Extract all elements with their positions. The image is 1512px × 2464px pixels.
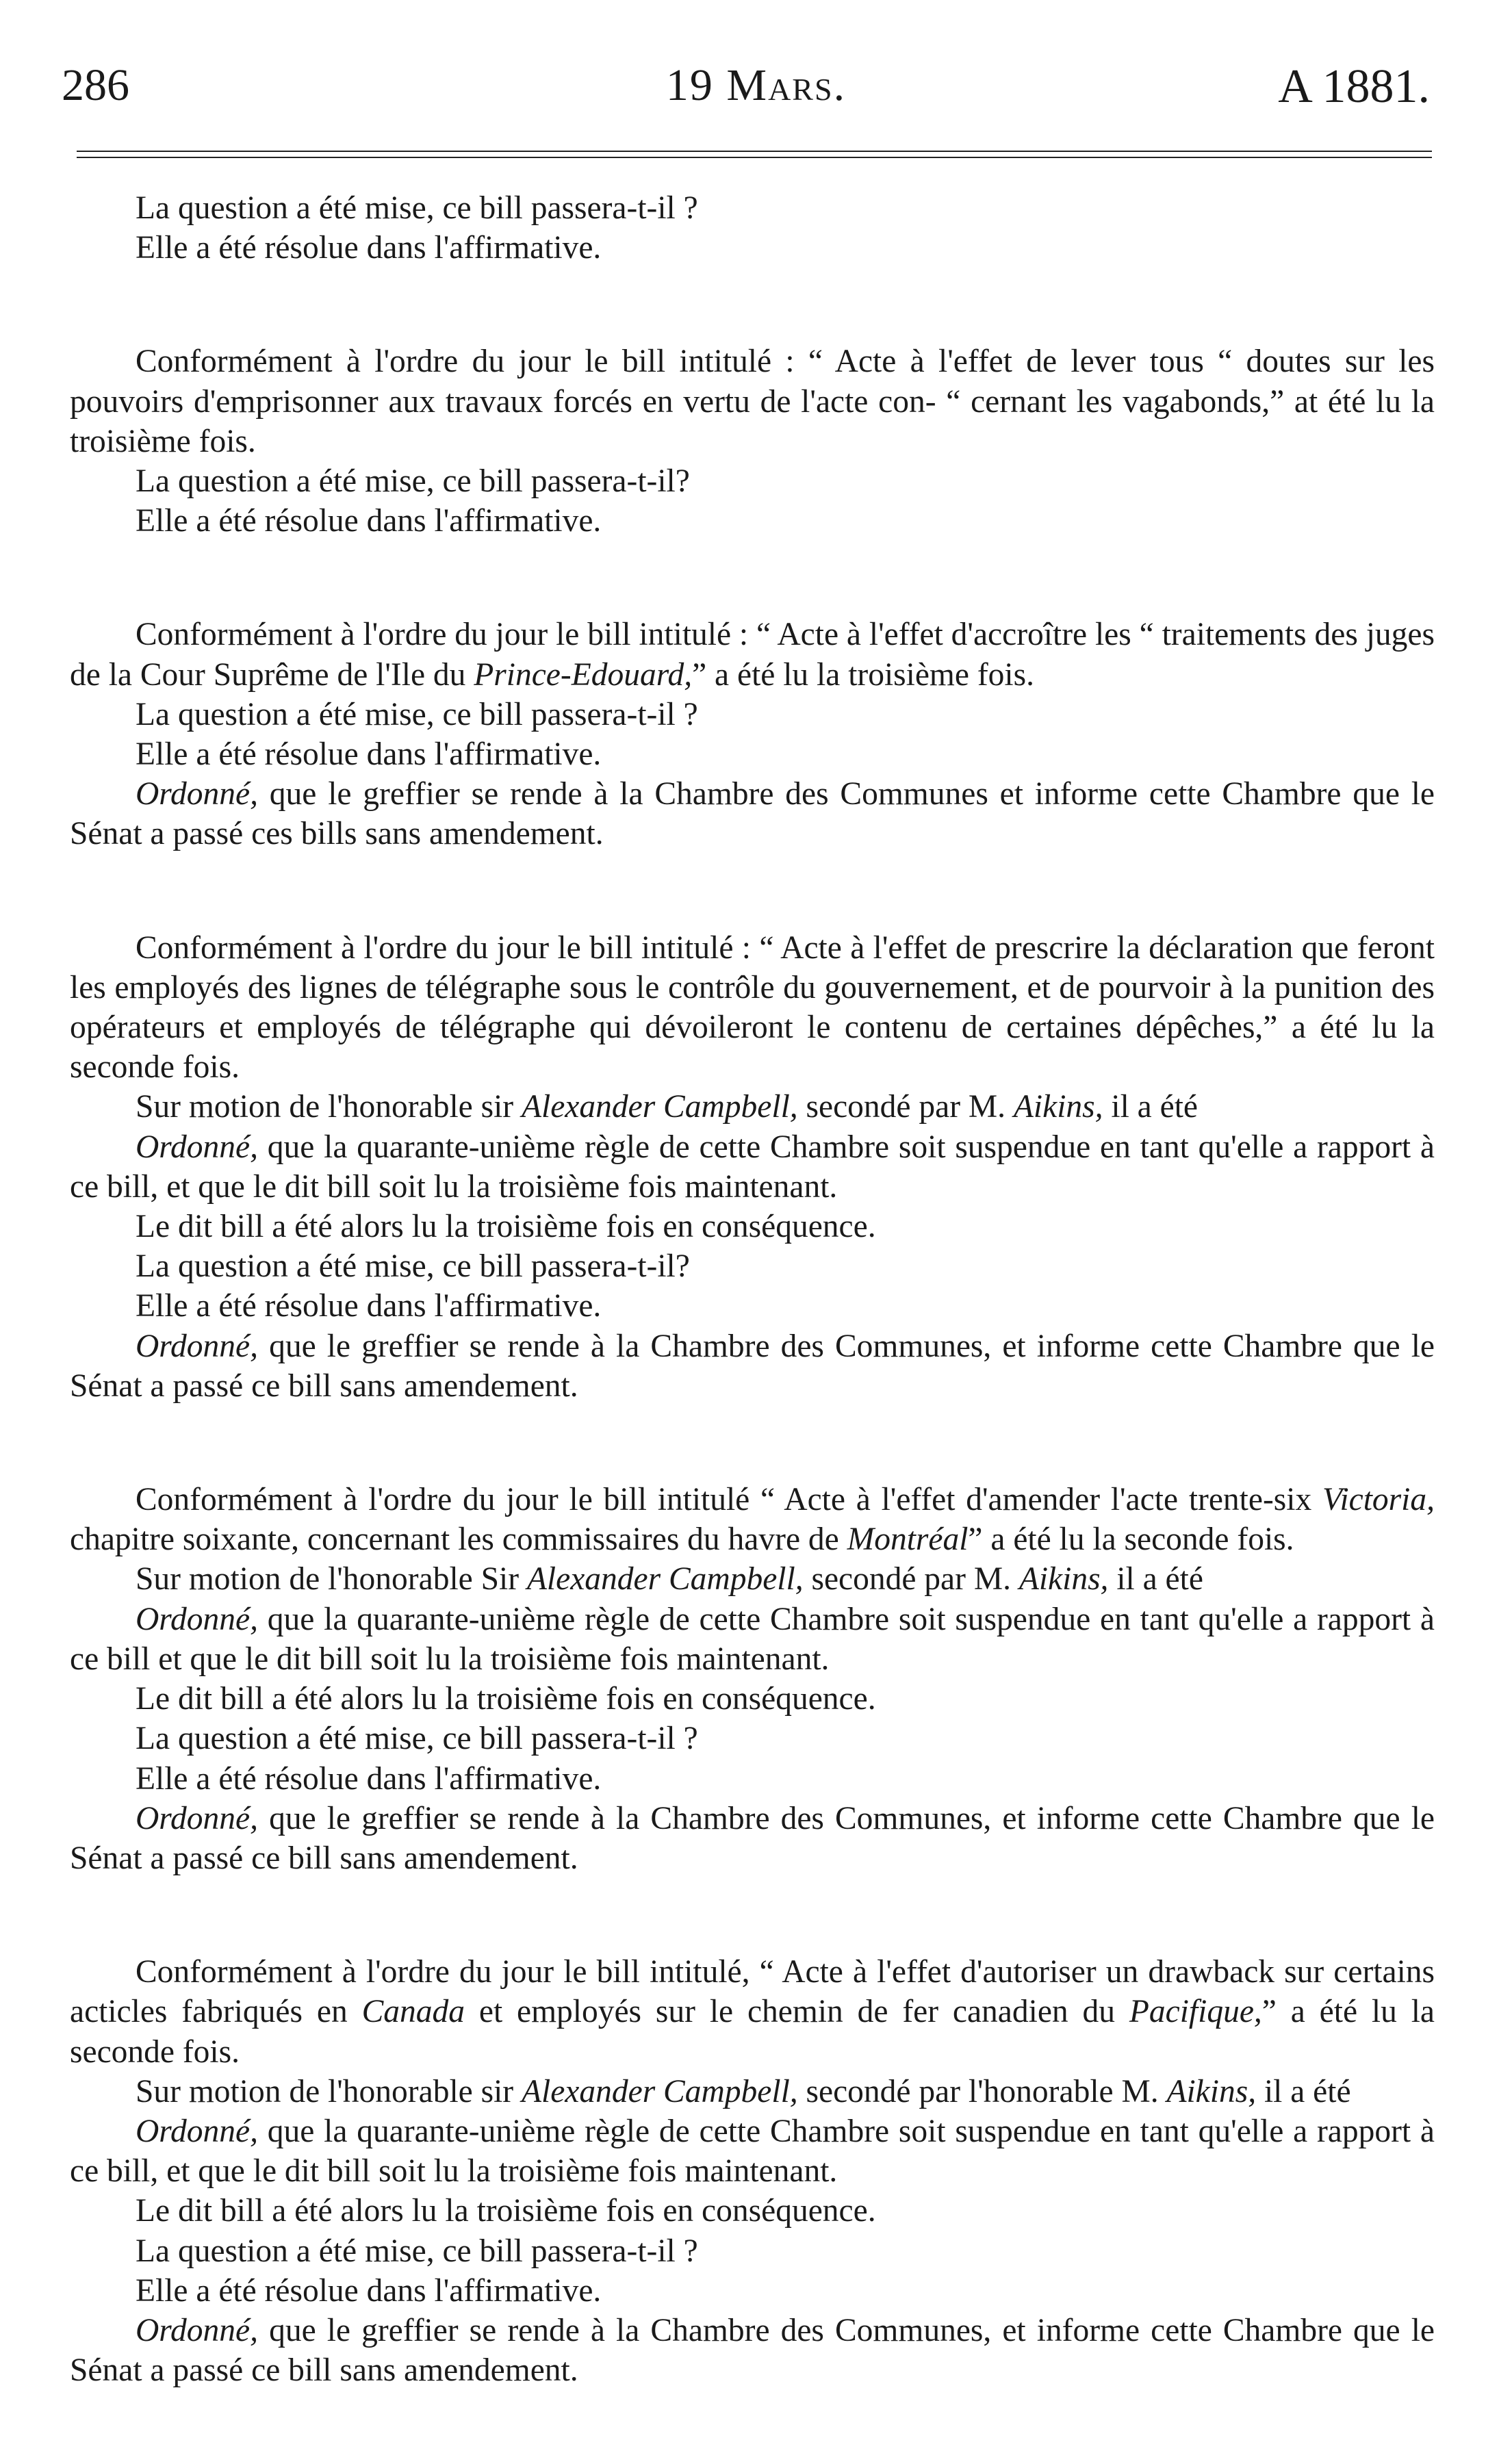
motion-text-end: il a été	[1108, 1561, 1203, 1597]
order-paragraph: Conformément à l'ordre du jour le bill intitulé : “ Acte à l'effet de prescrire la déclaration que feront les employés des lignes de télégraphe sous le contrôle du gouvernement, et de pourvoir à la punition des opérateurs et employés de télégraphe qui dévoileront le contenu de certaines dépêches,” a été lu la seconde fois.	[70, 929, 1435, 1086]
entry-6	[70, 1952, 1435, 2390]
seconder-name: Aikins,	[1018, 1561, 1109, 1597]
ordonne-paragraph	[70, 1600, 1435, 1679]
victoria-name: Victoria,	[1322, 1482, 1435, 1518]
motion-paragraph	[70, 2072, 1435, 2112]
mover-name: Alexander Campbell,	[521, 2073, 798, 2109]
motion-paragraph	[70, 1087, 1435, 1127]
result-line: Elle a été résolue dans l'affirmative.	[136, 503, 602, 539]
ordonne-word: Ordonné,	[136, 1328, 258, 1364]
order-paragraph: Conformément à l'ordre du jour le bill intitulé : “ Acte à l'effet de lever tous “ doutes sur les pouvoirs d'emprisonner aux travaux forcés en vertu de l'acte con- “ cernant les vagabonds,” at été lu la troisième fois.	[70, 344, 1435, 459]
motion-text: Sur motion de l'honorable sir	[136, 2073, 522, 2109]
order-paragraph	[70, 615, 1435, 694]
order-text-mid: chapitre soixante, concernant les commissaires du havre de	[70, 1522, 847, 1558]
order-text-end: ” a été lu la seconde fois.	[968, 1522, 1294, 1558]
question-line: La question a été mise, ce bill passera-t-il?	[136, 463, 690, 500]
ordonne-word: Ordonné,	[136, 1800, 258, 1836]
motion-text-end: il a été	[1256, 2073, 1351, 2109]
mover-name: Alexander Campbell,	[521, 1089, 798, 1125]
order-text: Conformément à l'ordre du jour le bill intitulé “ Acte à l'effet d'amender l'acte trente-six	[136, 1482, 1322, 1518]
result-line: Elle a été résolue dans l'affirmative.	[136, 2272, 602, 2309]
motion-paragraph	[70, 1559, 1435, 1599]
ordonne-paragraph	[70, 1799, 1435, 1878]
seconder-name: Aikins,	[1166, 2073, 1257, 2109]
country-name: Canada	[361, 1994, 465, 2030]
mover-name: Alexander Campbell,	[526, 1561, 804, 1597]
result-line: Elle a été résolue dans l'affirmative.	[136, 230, 602, 266]
motion-text: Sur motion de l'honorable sir	[136, 1089, 522, 1125]
order-paragraph	[70, 1952, 1435, 2072]
order-text-end: ” a été lu la seconde fois.	[70, 1994, 1435, 2070]
railway-name: Pacifique,	[1129, 1994, 1262, 2030]
question-line: La question a été mise, ce bill passera-t-il ?	[136, 1721, 698, 1757]
entry-4	[70, 928, 1435, 1406]
ordonne-text: que le greffier se rende à la Chambre des Communes et informe cette Chambre que le Sénat a passé ces bills sans amendement.	[70, 776, 1435, 852]
ordonne-text: que le greffier se rende à la Chambre des Communes, et informe cette Chambre que le Sénat a passé ce bill sans amendement.	[70, 2312, 1435, 2389]
ordonne-text: que le greffier se rende à la Chambre des Communes, et informe cette Chambre que le Sénat a passé ce bill sans amendement.	[70, 1800, 1435, 1876]
entry-3	[70, 615, 1435, 854]
ordonne-paragraph	[70, 1127, 1435, 1207]
result-line: Elle a été résolue dans l'affirmative.	[136, 1288, 602, 1324]
question-line: La question a été mise, ce bill passera-t-il ?	[136, 2233, 698, 2269]
motion-text-mid: secondé par l'honorable M.	[797, 2073, 1167, 2109]
place-name: Prince-Edouard,	[474, 656, 693, 693]
page-number: 286	[62, 60, 129, 110]
ordonne-text: que la quarante-unième règle de cette Chambre soit suspendue en tant qu'elle a rapport à ce bill, et que le dit bill soit lu la troisième fois maintenant.	[70, 1129, 1435, 1205]
place-name: Montréal	[847, 1522, 969, 1558]
entry-5	[70, 1480, 1435, 1878]
order-text-end: ” a été lu la troisième fois.	[692, 656, 1034, 693]
header-rule-bottom	[77, 157, 1432, 158]
header-rule-top	[77, 151, 1432, 152]
order-text: Conformément à l'ordre du jour le bill intitulé : “ Acte à l'effet d'accroître les “ traitements des juges de la Cour Suprême de l'Ile du	[70, 617, 1435, 693]
order-text: Conformément à l'ordre du jour le bill intitulé, “ Acte à l'effet d'autoriser un drawback sur certains acticles fabriqués en	[70, 1954, 1435, 2030]
order-paragraph	[70, 1480, 1435, 1559]
result-line: Elle a été résolue dans l'affirmative.	[136, 1760, 602, 1797]
ordonne-word: Ordonné,	[136, 1129, 258, 1165]
reading-line: Le dit bill a été alors lu la troisième fois en conséquence.	[136, 2193, 876, 2229]
question-line: La question a été mise, ce bill passera-t-il?	[136, 1248, 690, 1285]
motion-text-end: il a été	[1103, 1089, 1198, 1125]
page-year: A 1881.	[1278, 60, 1430, 113]
result-line: Elle a été résolue dans l'affirmative.	[136, 736, 602, 773]
ordonne-word: Ordonné,	[136, 1601, 258, 1637]
ordonne-word: Ordonné,	[136, 2312, 258, 2348]
entry-1	[70, 188, 1435, 268]
reading-line: Le dit bill a été alors lu la troisième fois en conséquence.	[136, 1209, 876, 1245]
journal-body	[70, 188, 1435, 2464]
order-text-mid: et employés sur le chemin de fer canadien du	[465, 1994, 1129, 2030]
date-month: Mars.	[726, 60, 847, 110]
entry-2	[70, 342, 1435, 541]
ordonne-paragraph	[70, 774, 1435, 854]
seconder-name: Aikins,	[1013, 1089, 1103, 1125]
motion-text-mid: secondé par M.	[803, 1561, 1019, 1597]
motion-text-mid: secondé par M.	[797, 1089, 1014, 1125]
ordonne-paragraph	[70, 2112, 1435, 2191]
ordonne-paragraph	[70, 2311, 1435, 2390]
date-day: 19	[665, 60, 714, 110]
ordonne-paragraph	[70, 1326, 1435, 1406]
motion-text: Sur motion de l'honorable Sir	[136, 1561, 527, 1597]
ordonne-text: que la quarante-unième règle de cette Chambre soit suspendue en tant qu'elle a rapport à ce bill, et que le dit bill soit lu la troisième fois maintenant.	[70, 2113, 1435, 2190]
reading-line: Le dit bill a été alors lu la troisième fois en conséquence.	[136, 1681, 876, 1717]
question-line: La question a été mise, ce bill passera-t-il ?	[136, 696, 698, 732]
ordonne-word: Ordonné,	[136, 776, 258, 812]
ordonne-word: Ordonné,	[136, 2113, 258, 2149]
ordonne-text: que le greffier se rende à la Chambre des Communes, et informe cette Chambre que le Sénat a passé ce bill sans amendement.	[70, 1328, 1435, 1404]
question-line: La question a été mise, ce bill passera-t-il ?	[136, 190, 698, 226]
ordonne-text: que la quarante-unième règle de cette Chambre soit suspendue en tant qu'elle a rapport à ce bill et que le dit bill soit lu la troisième fois maintenant.	[70, 1601, 1435, 1677]
